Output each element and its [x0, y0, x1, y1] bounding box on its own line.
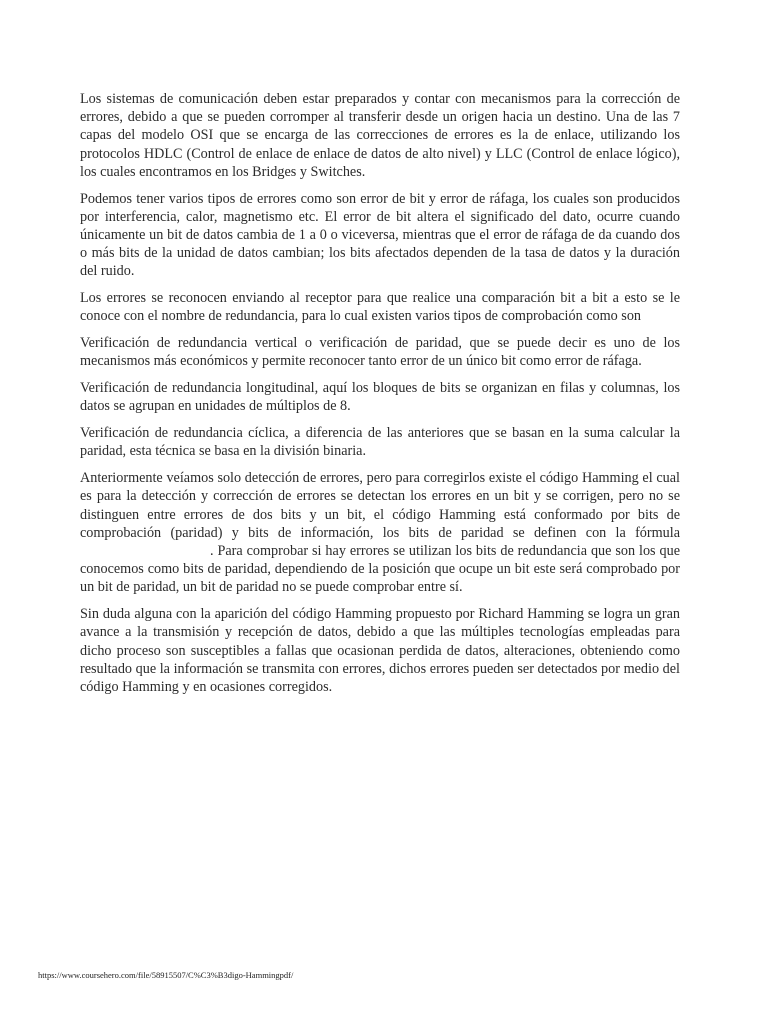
paragraph-closing: Sin duda alguna con la aparición del código Hamming propuesto por Richard Hamming se logra un gran avance a la transmisión y recepción de datos, debido a que las múltiples tecnologías empleadas para dicho proceso son susceptibles a fallas que ocasionan perdida de datos, alteraciones, obteniendo como resultado que la información se transmita con errores, dichos errores pueden ser detectados por medio del código Hamming y en ocasiones corregidos.	[80, 606, 680, 696]
footer-source-url: https://www.coursehero.com/file/58915507/C%C3%B3digo-Hammingpdf/	[38, 970, 294, 980]
paragraph-lrc: Verificación de redundancia longitudinal, aquí los bloques de bits se organizan en filas y columnas, los datos se agrupan en unidades de múltiplos de 8.	[80, 380, 680, 415]
paragraph-redundancy: Los errores se reconocen enviando al receptor para que realice una comparación bit a bit a esto se le conoce con el nombre de redundancia, para lo cual existen varios tipos de comprobación como son	[80, 290, 680, 325]
hamming-text-after-formula: . Para comprobar si hay errores se utilizan los bits de redundancia que son los que conocemos como bits de paridad, dependiendo de la posición que ocupe un bit este será comprobado por un bit de paridad, un bit de paridad no se puede comprobar entre sí.	[80, 543, 680, 596]
paragraph-crc: Verificación de redundancia cíclica, a diferencia de las anteriores que se basan en la suma calcular la paridad, esta técnica se basa en la división binaria.	[80, 425, 680, 460]
hamming-text-before-formula: Anteriormente veíamos solo detección de errores, pero para corregirlos existe el código Hamming el cual es para la detección y corrección de errores se detectan los errores en un bit y se corrigen, pero no se distinguen entre errores de dos bits y un bit, el código Hamming está conformado por bits de comprobación (paridad) y bits de información, los bits de paridad se definen con la fórmula	[80, 470, 680, 541]
paragraph-intro: Los sistemas de comunicación deben estar preparados y contar con mecanismos para la corrección de errores, debido a que se pueden corromper al transferir desde un origen hacia un destino. Una de las 7 capas del modelo OSI que se encarga de las correcciones de errores es la de enlace, utilizando los protocolos HDLC (Control de enlace de enlace de datos de alto nivel) y LLC (Control de enlace lógico), los cuales encontramos en los Bridges y Switches.	[80, 91, 680, 180]
paragraph-hamming	[80, 469, 680, 596]
paragraph-error-types: Podemos tener varios tipos de errores como son error de bit y error de ráfaga, los cuales son producidos por interferencia, calor, magnetismo etc. El error de bit altera el significado del dato, ocurre cuando únicamente un bit de datos cambia de 1 a 0 o viceversa, mientras que el error de ráfaga de da cuando dos o más bits de la unidad de datos cambian; los bits afectados dependen de la tasa de datos y la duración del ruido.	[80, 190, 680, 280]
paragraph-vrc: Verificación de redundancia vertical o verificación de paridad, que se puede decir es uno de los mecanismos más económicos y permite reconocer tanto error de un único bit como error de ráfaga.	[80, 335, 680, 370]
document-body	[80, 90, 680, 705]
